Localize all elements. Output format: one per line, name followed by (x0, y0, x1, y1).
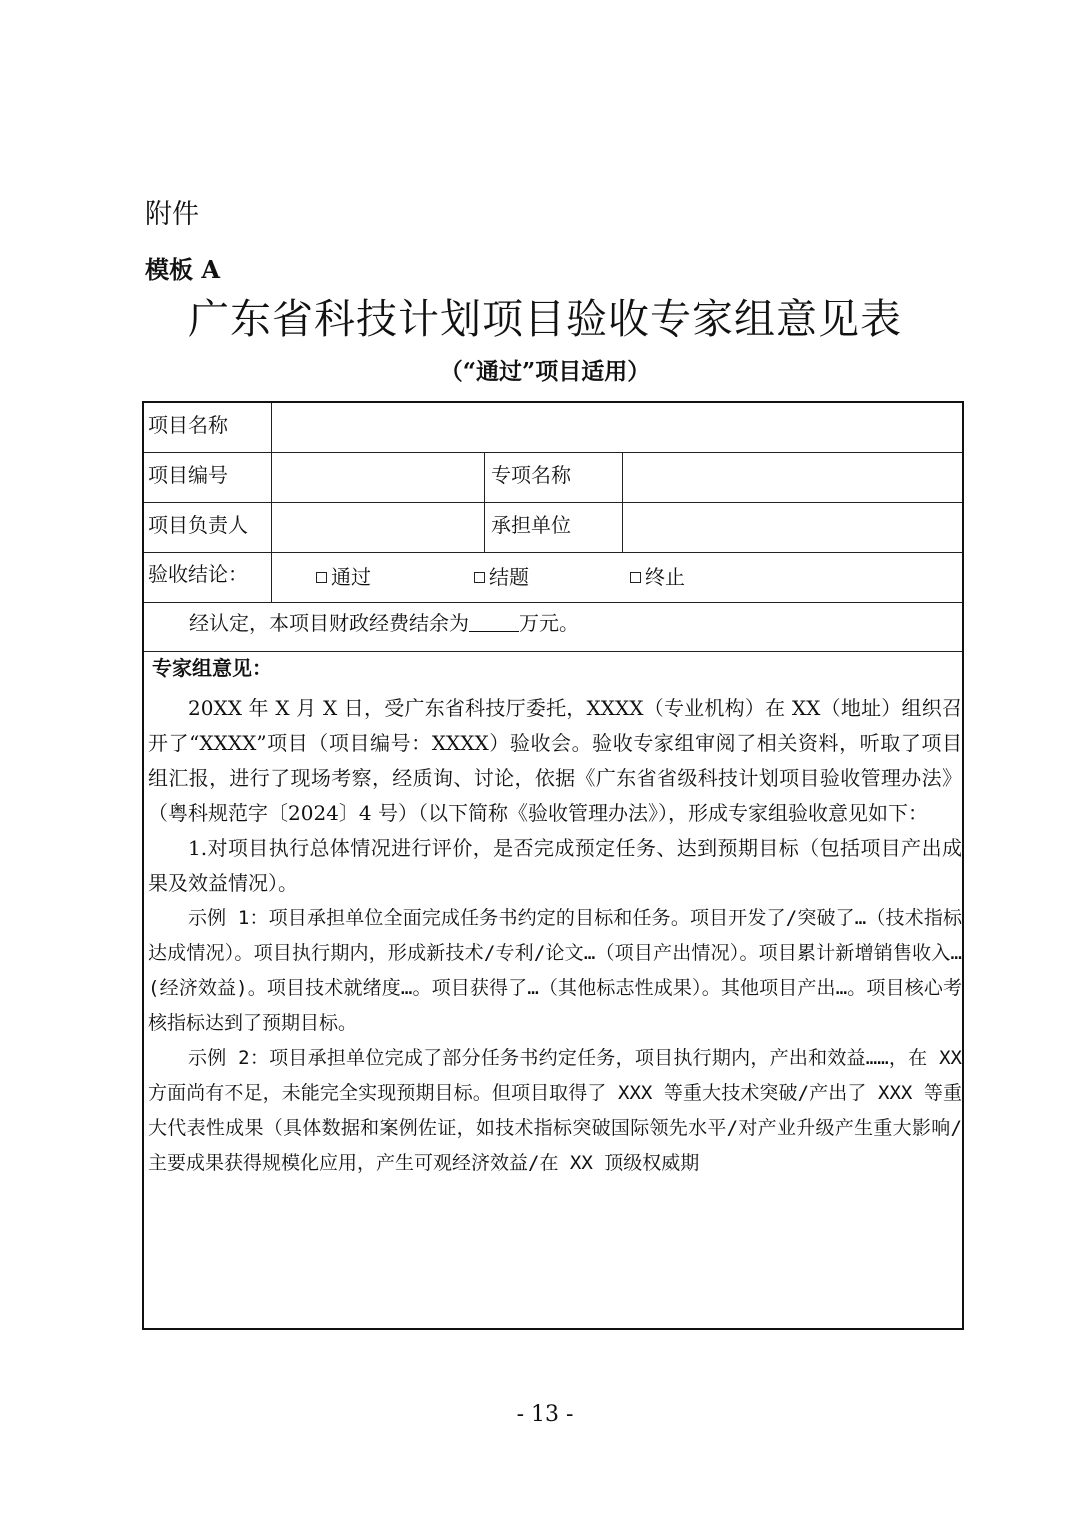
checkbox-icon (474, 572, 485, 583)
project-leader-field[interactable] (279, 513, 479, 541)
checkbox-icon (630, 572, 641, 583)
expert-opinion-heading: 专家组意见： (152, 656, 272, 680)
option-close-label: 结题 (489, 565, 529, 589)
document-title: 广东省科技计划项目验收专家组意见表 (188, 295, 902, 343)
conclusion-close-checkbox[interactable] (474, 561, 529, 590)
project-number-label: 项目编号 (148, 463, 228, 487)
project-name-label: 项目名称 (148, 413, 228, 437)
example-paragraph: 示例 1：项目承担单位全面完成任务书约定的目标和任务。项目开发了/突破了…（技术指标达成情况）。项目执行期内，形成新技术/专利/论文…（项目产出情况）。项目累计新增销售收入…(经济效益)。项目技术就绪度…。项目获得了…（其他标志性成果）。其他项目产出…。项目核心考核指标达到了预期目标。 (148, 907, 962, 1034)
page-number: - 13 - (516, 1402, 574, 1427)
balance-amount-field[interactable] (469, 613, 519, 632)
document-subtitle: （“通过”项目适用） (439, 358, 651, 385)
option-terminate-label: 终止 (645, 565, 685, 589)
conclusion-pass-checkbox[interactable] (316, 561, 371, 590)
project-number-field[interactable] (279, 463, 479, 491)
balance-suffix: 万元。 (519, 611, 579, 635)
checkbox-icon (316, 572, 327, 583)
special-name-field[interactable] (630, 463, 960, 491)
opinion-paragraph: 1.对项目执行总体情况进行评价，是否完成预定任务、达到预期目标（包括项目产出成果及效益情况）。 (148, 836, 962, 895)
undertaking-unit-label: 承担单位 (491, 513, 571, 537)
fund-balance-statement (189, 611, 579, 635)
opinion-paragraph: 20XX 年 X 月 X 日，受广东省科技厅委托，XXXX（专业机构）在 XX（地址）组织召开了“XXXX”项目（项目编号：XXXX）验收会。验收专家组审阅了相关资料，听取了项目组汇报，进行了现场考察，经质询、讨论，依据《广东省省级科技计划项目验收管理办法》（粤科规范字〔2024〕4 号）（以下简称《验收管理办法》），形成专家组验收意见如下： (148, 696, 962, 825)
undertaking-unit-field[interactable] (630, 513, 960, 541)
special-name-label: 专项名称 (491, 463, 571, 487)
acceptance-form-table (142, 401, 964, 1330)
balance-prefix: 经认定，本项目财政经费结余为 (189, 611, 469, 635)
option-pass-label: 通过 (331, 565, 371, 589)
template-label: 模板 A (145, 255, 220, 284)
conclusion-label: 验收结论： (148, 562, 248, 586)
conclusion-terminate-checkbox[interactable] (630, 561, 685, 590)
project-leader-label: 项目负责人 (148, 513, 248, 537)
attachment-label: 附件 (145, 199, 199, 230)
expert-opinion-body (148, 691, 962, 1181)
example-paragraph: 示例 2：项目承担单位完成了部分任务书约定任务，项目执行期内，产出和效益……，在 XX 方面尚有不足，未能完全实现预期目标。但项目取得了 XXX 等重大技术突破/产出了 XXX 等重大代表性成果（具体数据和案例佐证，如技术指标突破国际领先水平/对产业升级产生重大影响/主要成果获得规模化应用，产生可观经济效益/在 XX 顶级权威期 (148, 1047, 962, 1174)
project-name-field[interactable] (279, 413, 959, 441)
